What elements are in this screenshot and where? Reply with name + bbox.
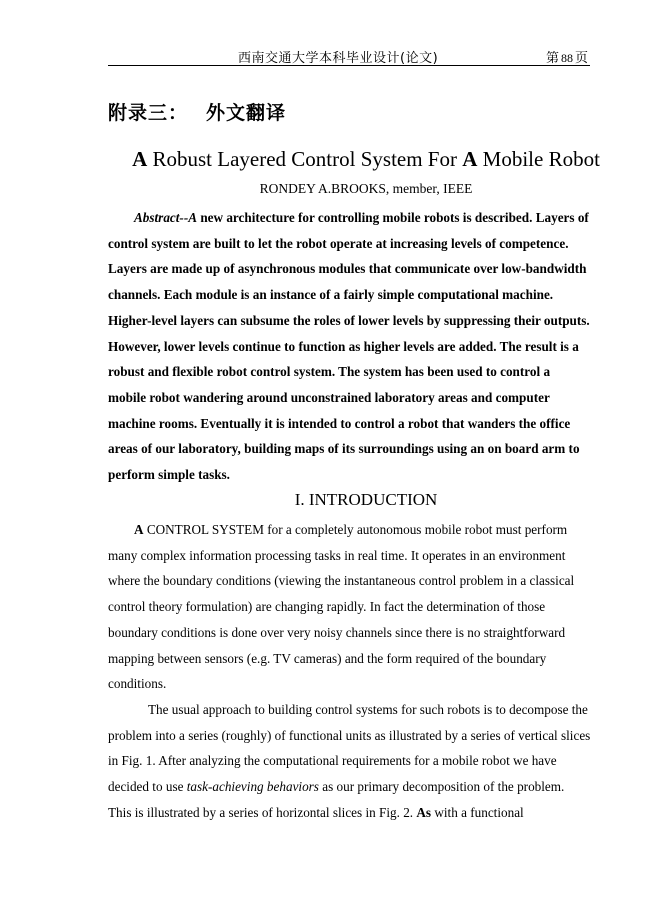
abstract-line: channels. Each module is an instance of a fairly simple computational machine. <box>108 287 554 303</box>
abstract-line-text: new architecture for controlling mobile robots is described. Layers of <box>197 210 589 225</box>
paragraph-line: problem into a series (roughly) of functional units as illustrated by a series of vertical slices <box>108 727 591 743</box>
emphasis-text: task-achieving behaviors <box>186 779 319 795</box>
bold-text: As <box>416 804 432 820</box>
paragraph-line: control theory formulation) are changing rapidly. In fact the determination of those <box>108 599 546 615</box>
line-text-post: as our primary decomposition of the problem. <box>318 779 565 795</box>
abstract-line: However, lower levels continue to function as higher levels are added. The result is a <box>108 338 579 354</box>
paragraph-line: in Fig. 1. After analyzing the computational requirements for a mobile robot we have <box>108 753 557 769</box>
paragraph-line: conditions. <box>108 676 167 692</box>
appendix-label: 附录三： <box>108 102 189 124</box>
line-text-post: with a functional <box>431 804 524 820</box>
paragraph-line: many complex information processing tasks in real time. It operates in an environment <box>108 547 566 563</box>
paragraph-line: where the boundary conditions (viewing the instantaneous control problem in a classical <box>108 573 575 589</box>
section-heading: I. INTRODUCTION <box>294 490 438 509</box>
paragraph-lead: A <box>134 522 144 537</box>
paper-title <box>108 147 624 172</box>
title-part-c: A <box>462 147 478 171</box>
abstract-line: perform simple tasks. <box>108 467 230 483</box>
paragraph-line: boundary conditions is done over very noisy channels since there is no straightforward <box>108 624 566 640</box>
title-part-b: Robust Layered Control System For <box>147 147 463 171</box>
abstract-line: robust and flexible robot control system. The system has been used to control a <box>108 364 551 380</box>
title-part-d: Mobile Robot <box>477 147 600 171</box>
paragraph-line-text: CONTROL SYSTEM for a completely autonomous mobile robot must perform <box>143 522 568 537</box>
abstract-line: mobile robot wandering around unconstrained laboratory areas and computer <box>108 389 550 405</box>
line-text-pre: This is illustrated by a series of horizontal slices in Fig. 2. <box>108 804 417 820</box>
abstract-line: control system are built to let the robot operate at increasing levels of competence. <box>108 235 569 251</box>
header-page-number <box>546 47 588 66</box>
line-text-pre: decided to use <box>108 779 187 795</box>
paper-author: RONDEY A.BROOKS, member, IEEE <box>259 181 473 196</box>
page-header <box>108 44 590 66</box>
abstract-line <box>108 205 594 231</box>
page-suffix: 页 <box>574 51 588 66</box>
paragraph-line: The usual approach to building control systems for such robots is to decompose the <box>148 702 588 717</box>
paragraph-line <box>108 517 594 543</box>
paragraph-line <box>108 800 594 826</box>
body-paragraph-1 <box>108 517 594 697</box>
header-divider <box>108 65 590 66</box>
abstract-line: areas of our laboratory, building maps of its surroundings using an on board arm to <box>108 441 580 457</box>
page-prefix: 第 <box>545 51 559 66</box>
paragraph-line <box>108 774 594 800</box>
title-part-a: A <box>132 147 148 171</box>
header-school-title: 西南交通大学本科毕业设计(论文) <box>238 51 439 66</box>
abstract-line: Higher-level layers can subsume the roles of lower levels by suppressing their outputs. <box>108 312 590 328</box>
paragraph-line: mapping between sensors (e.g. TV cameras) and the form required of the boundary <box>108 650 547 666</box>
abstract-paragraph <box>108 205 594 488</box>
abstract-line: Layers are made up of asynchronous modules that communicate over low-bandwidth <box>108 261 587 277</box>
abstract-line: machine rooms. Eventually it is intended to control a robot that wanders the office <box>108 415 571 431</box>
abstract-label: Abstract--A <box>134 210 198 225</box>
page-number-value: 88 <box>560 51 573 65</box>
appendix-title: 外文翻译 <box>206 102 287 124</box>
body-paragraph-2 <box>108 697 594 826</box>
appendix-heading <box>108 98 286 125</box>
